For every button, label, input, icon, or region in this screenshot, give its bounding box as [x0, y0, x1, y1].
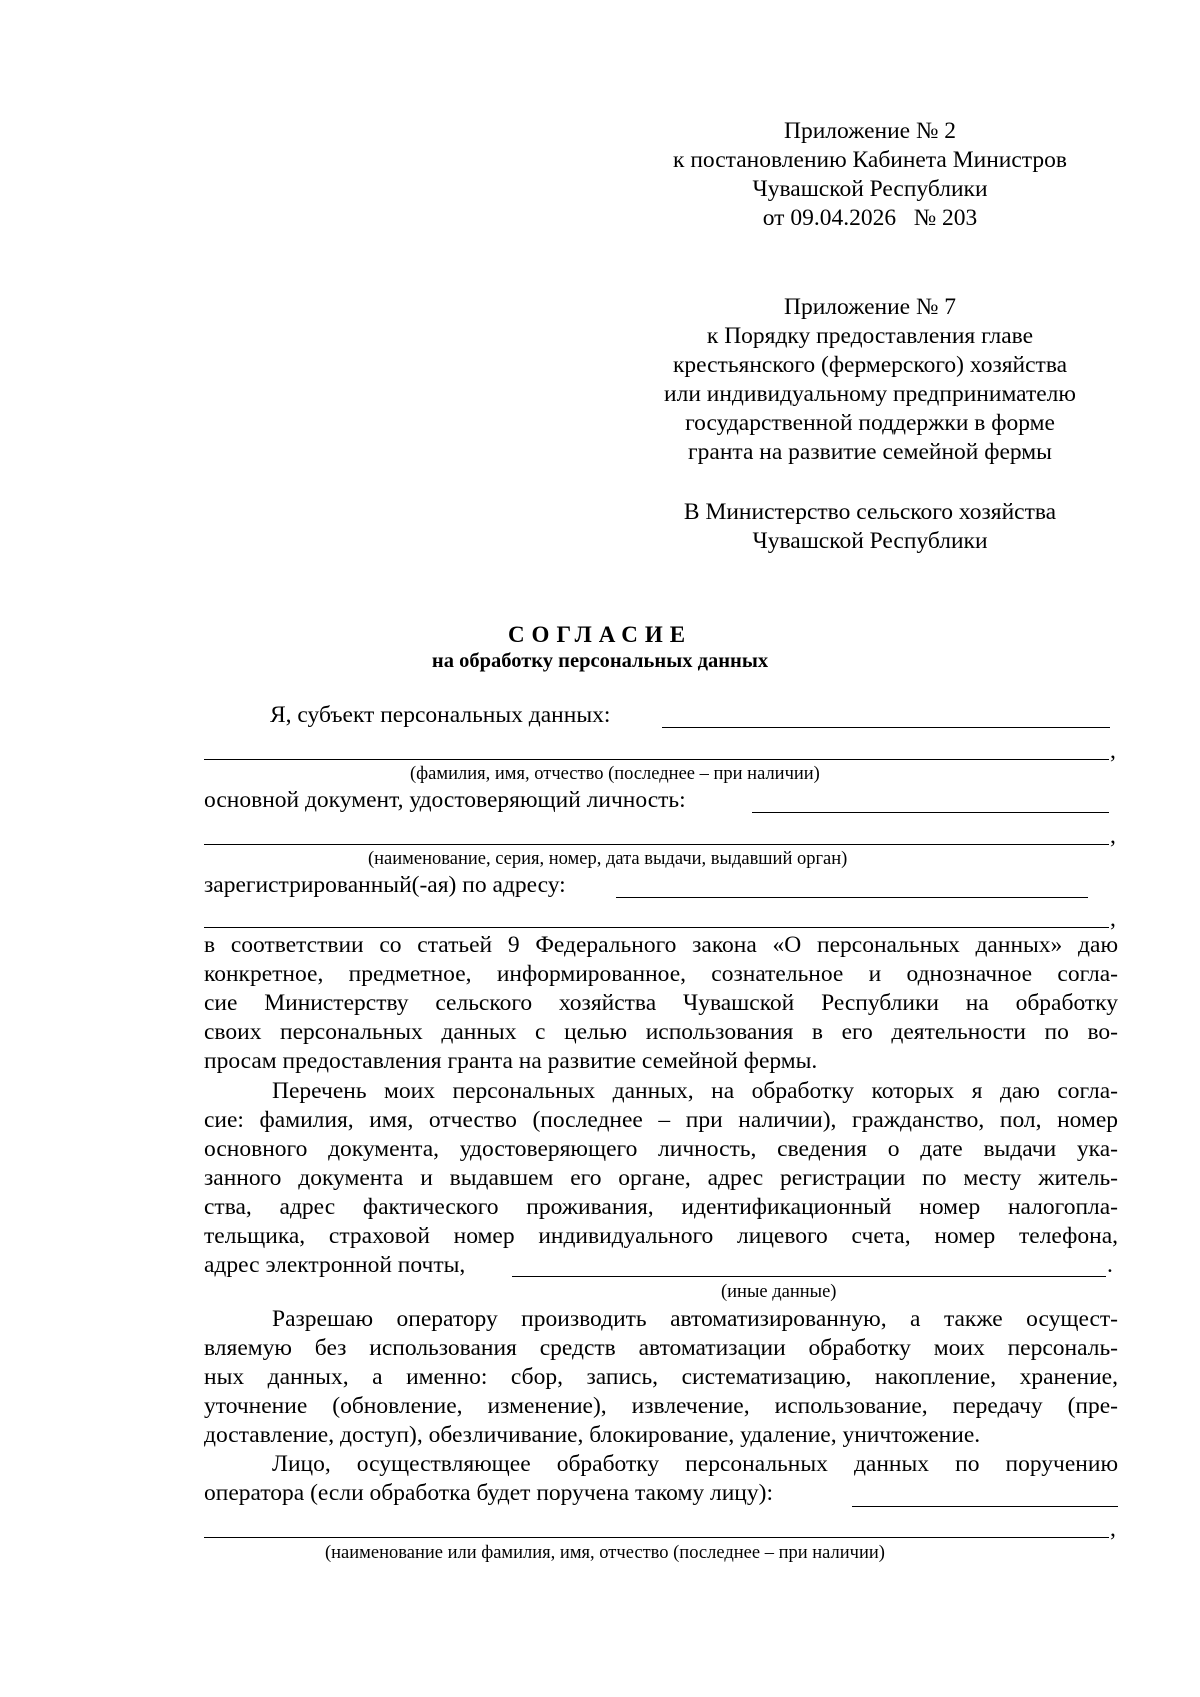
appendix-2-header	[640, 117, 1100, 233]
appendix-7-line-2: к Порядку предоставления главе	[706, 323, 1034, 349]
addr-label: зарегистрированный(-ая) по адресу:	[204, 872, 566, 898]
operator-field-1[interactable]	[852, 1506, 1118, 1507]
fio-hint: (фамилия, имя, отчество (последнее – при наличии)	[410, 764, 820, 784]
para1-line-2: конкретное, предметное, информированное, сознательное и однозначное согла-	[204, 961, 1118, 987]
subject-label: Я, субъект персональных данных:	[270, 702, 611, 728]
para3-line-3: ных данных, а именно: сбор, запись, систематизацию, накопление, хранение,	[204, 1364, 1118, 1390]
para3-line-1: Разрешаю оператору производить автоматизированную, а также осущест-	[272, 1306, 1118, 1332]
subject-name-field[interactable]	[662, 727, 1110, 728]
addr-field-1[interactable]	[616, 897, 1088, 898]
addressee-line-2: Чувашской Республики	[752, 528, 988, 554]
operator-field-2[interactable]	[204, 1537, 1109, 1538]
para2-line-2: сие: фамилия, имя, отчество (последнее – при наличии), гражданство, пол, номер	[204, 1107, 1118, 1133]
para3-line-5: доставление, доступ), обезличивание, блокирование, удаление, уничтожение.	[204, 1422, 981, 1448]
para4-line-2: оператора (если обработка будет поручена такому лицу):	[204, 1480, 773, 1506]
document-subtitle: на обработку персональных данных	[431, 650, 769, 672]
para2-line-1: Перечень моих персональных данных, на обработку которых я даю согла-	[272, 1078, 1118, 1104]
para1-line-5: просам предоставления гранта на развитие семейной фермы.	[204, 1048, 818, 1074]
para2-line-3: основного документа, удостоверяющего личность, сведения о дате выдачи ука-	[204, 1136, 1118, 1162]
addressee	[640, 498, 1100, 556]
doc-label: основной документ, удостоверяющий личность:	[204, 787, 686, 813]
appendix-7-line-6: гранта на развитие семейной фермы	[688, 439, 1052, 465]
other-data-hint: (иные данные)	[721, 1282, 837, 1302]
appendix-2-line-4: от 09.04.2026 № 203	[762, 205, 978, 231]
other-data-field[interactable]	[512, 1276, 1106, 1277]
other-data-period: .	[1107, 1252, 1113, 1278]
para3-line-2: вляемую без использования средств автоматизации обработку моих персональ-	[204, 1335, 1118, 1361]
appendix-2-line-1: Приложение № 2	[783, 118, 957, 144]
para2-line-6: тельщика, страховой номер индивидуального лицевого счета, номер телефона,	[204, 1223, 1118, 1249]
doc-field-2[interactable]	[204, 844, 1109, 845]
addressee-line-1: В Министерство сельского хозяйства	[683, 499, 1057, 525]
document-title: СОГЛАСИЕ	[507, 622, 693, 647]
operator-hint: (наименование или фамилия, имя, отчество (последнее – при наличии)	[325, 1543, 885, 1563]
appendix-2-line-3: Чувашской Республики	[752, 176, 988, 202]
para2-line-7: адрес электронной почты,	[204, 1252, 466, 1278]
para2-line-4: занного документа и выдавшем его органе, адрес регистрации по месту житель-	[204, 1165, 1118, 1191]
para3-line-4: уточнение (обновление, изменение), извлечение, использование, передачу (пре-	[204, 1393, 1118, 1419]
appendix-7-line-1: Приложение № 7	[783, 294, 957, 320]
fio-comma: ,	[1110, 738, 1116, 764]
para1-line-1: в соответствии со статьей 9 Федерального закона «О персональных данных» даю	[204, 932, 1118, 958]
para1-line-3: сие Министерству сельского хозяйства Чувашской Республики на обработку	[204, 990, 1118, 1016]
doc-field-1[interactable]	[752, 812, 1109, 813]
appendix-7-line-3: крестьянского (фермерского) хозяйства	[672, 352, 1068, 378]
para2-line-5: ства, адрес фактического проживания, идентификационный номер налогопла-	[204, 1194, 1118, 1220]
operator-comma: ,	[1110, 1516, 1116, 1542]
fio-field[interactable]	[204, 759, 1109, 760]
appendix-7-line-5: государственной поддержки в форме	[685, 410, 1055, 436]
addr-comma: ,	[1110, 906, 1116, 932]
appendix-7-line-4: или индивидуальному предпринимателю	[664, 381, 1076, 407]
appendix-2-line-2: к постановлению Кабинета Министров	[673, 147, 1067, 173]
addr-field-2[interactable]	[204, 927, 1109, 928]
para4-line-1: Лицо, осуществляющее обработку персональных данных по поручению	[272, 1451, 1118, 1477]
doc-comma: ,	[1110, 823, 1116, 849]
para1-line-4: своих персональных данных с целью использования в его деятельности по во-	[204, 1019, 1118, 1045]
appendix-7-header	[640, 293, 1100, 467]
doc-hint: (наименование, серия, номер, дата выдачи, выдавший орган)	[368, 849, 848, 869]
